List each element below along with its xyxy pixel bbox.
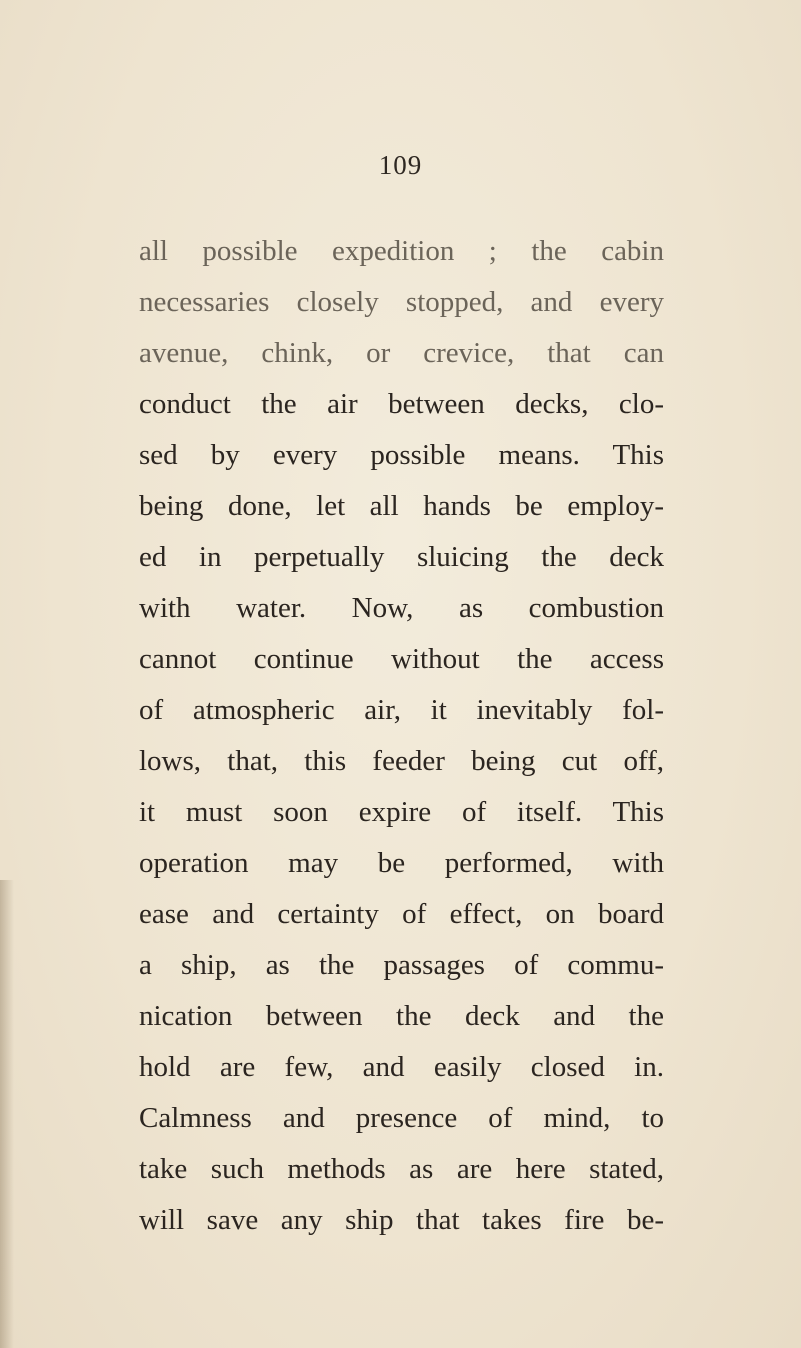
text-line: lows, that, this feeder being cut off,	[139, 745, 664, 777]
text-line: a ship, as the passages of commu-	[139, 949, 664, 981]
text-line: sed by every possible means. This	[139, 439, 664, 471]
text-line: take such methods as are here stated,	[139, 1153, 664, 1185]
text-line: with water. Now, as combustion	[139, 592, 664, 624]
text-line: necessaries closely stopped, and every	[139, 286, 664, 318]
text-line: of atmospheric air, it inevitably fol-	[139, 694, 664, 726]
text-line: all possible expedition ; the cabin	[139, 235, 664, 267]
text-line: ease and certainty of effect, on board	[139, 898, 664, 930]
text-line: cannot continue without the access	[139, 643, 664, 675]
text-line: ed in perpetually sluicing the deck	[139, 541, 664, 573]
text-line: conduct the air between decks, clo-	[139, 388, 664, 420]
text-line: hold are few, and easily closed in.	[139, 1051, 664, 1083]
text-line: operation may be performed, with	[139, 847, 664, 879]
page-number: 109	[378, 150, 423, 180]
text-line: it must soon expire of itself. This	[139, 796, 664, 828]
text-line: nication between the deck and the	[139, 1000, 664, 1032]
text-line: being done, let all hands be employ-	[139, 490, 664, 522]
body-text	[139, 226, 664, 1246]
text-line: Calmness and presence of mind, to	[139, 1102, 664, 1134]
page-gutter-shadow	[0, 880, 14, 1348]
text-line: avenue, chink, or crevice, that can	[139, 337, 664, 369]
text-line: will save any ship that takes fire be-	[139, 1204, 664, 1236]
